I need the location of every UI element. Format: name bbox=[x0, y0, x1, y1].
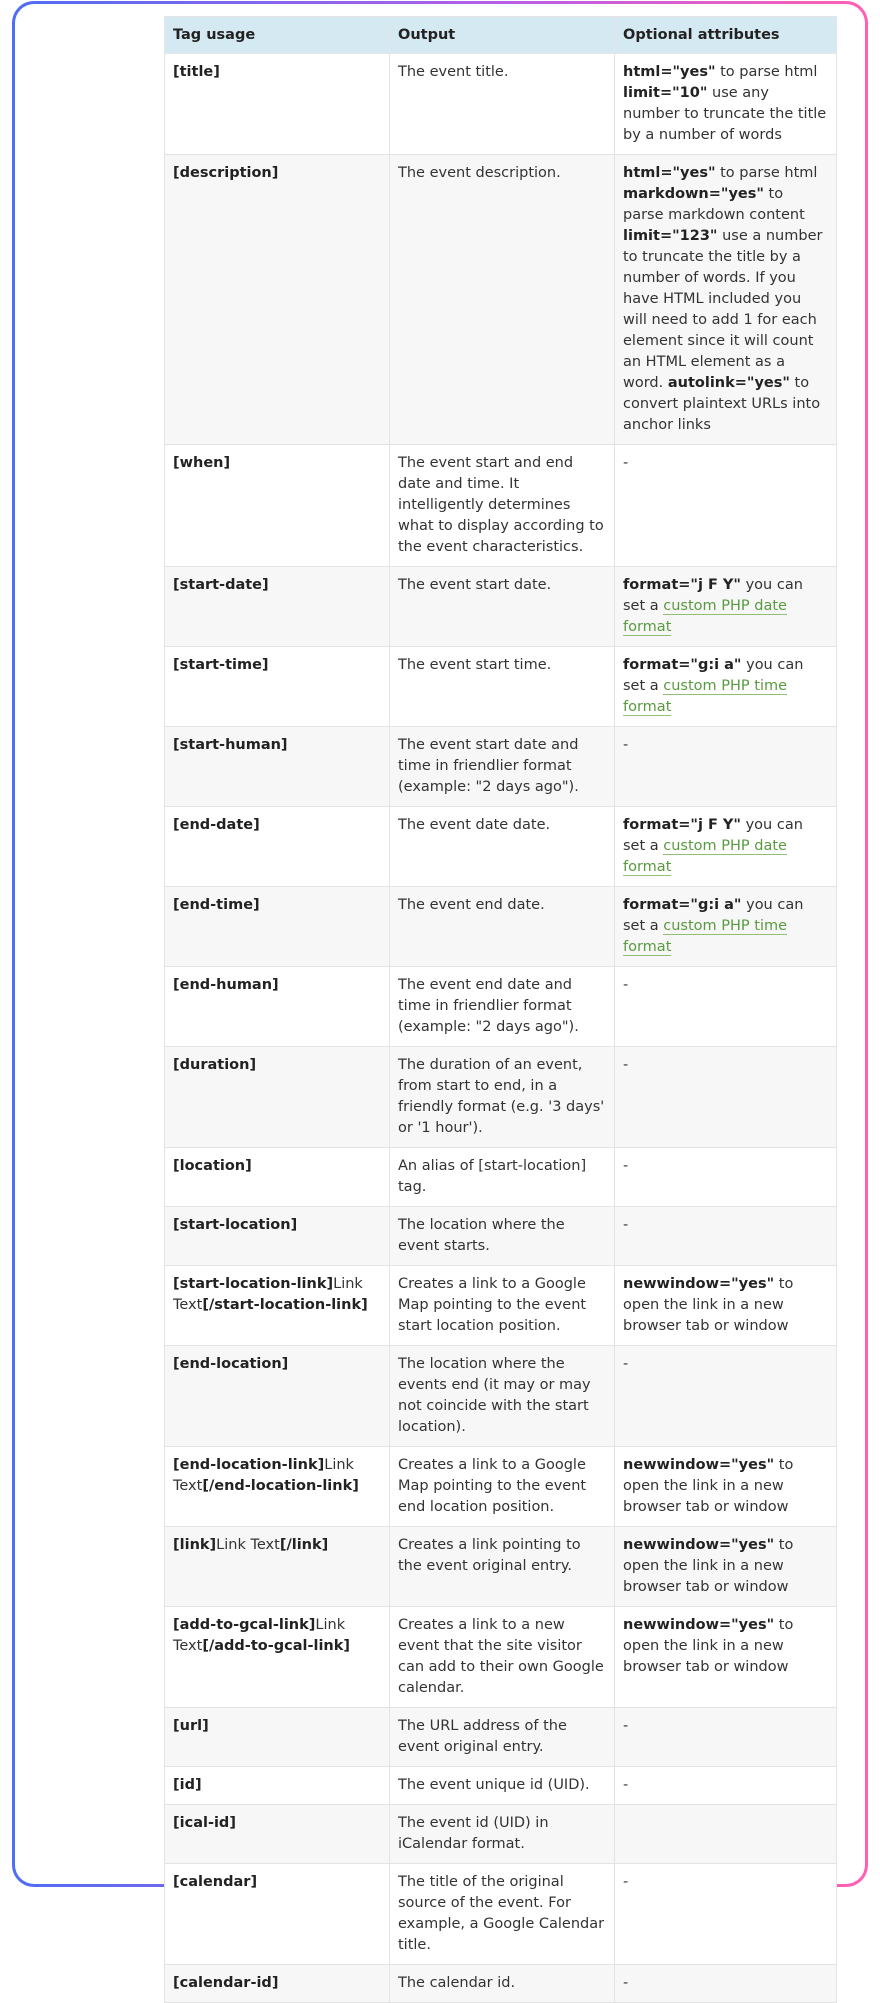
tag-cell bbox=[165, 567, 390, 647]
tag-name: [end-date] bbox=[173, 817, 260, 833]
output-cell: The URL address of the event original entry. bbox=[390, 1708, 615, 1767]
attributes-cell bbox=[615, 1148, 837, 1207]
output-cell: The event start date. bbox=[390, 567, 615, 647]
tag-name: [title] bbox=[173, 64, 220, 80]
output-cell: The duration of an event, from start to end, in a friendly format (e.g. '3 days' or '1 hour'). bbox=[390, 1047, 615, 1148]
attribute-text: you can set a bbox=[623, 577, 803, 614]
php-format-link[interactable]: custom PHP date format bbox=[623, 838, 787, 875]
attribute-text: to convert plaintext URLs into anchor links bbox=[623, 375, 821, 433]
attribute-code: [add-to-gcal-link] bbox=[173, 1617, 316, 1633]
table-row bbox=[165, 1607, 837, 1708]
attribute-text: to open the link in a new browser tab or window bbox=[623, 1457, 794, 1515]
attribute-text: - bbox=[623, 1718, 629, 1734]
attribute-text: - bbox=[623, 1777, 629, 1793]
attribute-text: Link Text bbox=[173, 1617, 346, 1654]
tag-cell bbox=[165, 1047, 390, 1148]
header-optional-attributes: Optional attributes bbox=[615, 17, 837, 54]
tag-name: [start-date] bbox=[173, 577, 269, 593]
attribute-text: - bbox=[623, 1356, 629, 1372]
attribute-code: [/link] bbox=[279, 1537, 329, 1553]
attributes-cell bbox=[615, 1346, 837, 1447]
output-cell: The location where the events end (it may or may not coincide with the start location). bbox=[390, 1346, 615, 1447]
table-row bbox=[165, 1148, 837, 1207]
tag-cell bbox=[165, 1148, 390, 1207]
attribute-code: html="yes" bbox=[623, 64, 716, 80]
attributes-cell bbox=[615, 1607, 837, 1708]
attribute-code: newwindow="yes" bbox=[623, 1537, 775, 1553]
attribute-code: newwindow="yes" bbox=[623, 1617, 775, 1633]
attributes-cell bbox=[615, 1447, 837, 1527]
attributes-cell bbox=[615, 567, 837, 647]
attribute-text: - bbox=[623, 1874, 629, 1890]
attributes-cell bbox=[615, 647, 837, 727]
attribute-code: format="g:i a" bbox=[623, 897, 742, 913]
attributes-cell bbox=[615, 1965, 837, 2003]
tag-name: [end-location] bbox=[173, 1356, 289, 1372]
table-row bbox=[165, 887, 837, 967]
tag-cell bbox=[165, 1965, 390, 2003]
table-row bbox=[165, 1805, 837, 1864]
table-row bbox=[165, 1346, 837, 1447]
attribute-text: you can set a bbox=[623, 817, 803, 854]
table-row bbox=[165, 1767, 837, 1805]
php-format-link[interactable]: custom PHP time format bbox=[623, 678, 788, 715]
tag-cell bbox=[165, 1266, 390, 1346]
output-cell: The event end date and time in friendlier format (example: "2 days ago"). bbox=[390, 967, 615, 1047]
attribute-code: [start-location-link] bbox=[173, 1276, 334, 1292]
output-cell: Creates a link to a Google Map pointing to the event end location position. bbox=[390, 1447, 615, 1527]
attribute-text: use a number to truncate the title by a number of words. If you have HTML included you will need to add 1 for each element since it will count an HTML element as a word. bbox=[623, 228, 823, 391]
attributes-cell bbox=[615, 1864, 837, 1965]
attribute-code: [end-location-link] bbox=[173, 1457, 325, 1473]
table-row bbox=[165, 1527, 837, 1607]
attribute-text: Link Text bbox=[173, 1276, 363, 1313]
tag-cell bbox=[165, 1805, 390, 1864]
attribute-text: - bbox=[623, 1217, 629, 1233]
tag-name: [when] bbox=[173, 455, 231, 471]
tag-cell bbox=[165, 1346, 390, 1447]
attribute-text: Link Text bbox=[216, 1537, 280, 1553]
tag-cell bbox=[165, 1767, 390, 1805]
attribute-code: format="j F Y" bbox=[623, 817, 741, 833]
tag-cell bbox=[165, 1207, 390, 1266]
table-row bbox=[165, 1447, 837, 1527]
output-cell: Creates a link to a new event that the site visitor can add to their own Google calendar. bbox=[390, 1607, 615, 1708]
table-row bbox=[165, 1266, 837, 1346]
output-cell: The event start and end date and time. It intelligently determines what to display according to the event characteristics. bbox=[390, 445, 615, 567]
table-header-row bbox=[165, 17, 837, 54]
output-cell: Creates a link pointing to the event original entry. bbox=[390, 1527, 615, 1607]
tag-cell bbox=[165, 727, 390, 807]
attributes-cell bbox=[615, 445, 837, 567]
output-cell: The event date date. bbox=[390, 807, 615, 887]
attribute-code: format="j F Y" bbox=[623, 577, 741, 593]
output-cell: The event description. bbox=[390, 155, 615, 445]
attribute-text: - bbox=[623, 977, 629, 993]
output-cell: The location where the event starts. bbox=[390, 1207, 615, 1266]
tag-name: [ical-id] bbox=[173, 1815, 236, 1831]
attribute-text: - bbox=[623, 455, 629, 471]
attributes-cell bbox=[615, 967, 837, 1047]
output-cell: The calendar id. bbox=[390, 1965, 615, 2003]
attributes-cell bbox=[615, 807, 837, 887]
attribute-code: [/add-to-gcal-link] bbox=[202, 1638, 351, 1654]
tag-name: [id] bbox=[173, 1777, 202, 1793]
attributes-cell bbox=[615, 1767, 837, 1805]
output-cell: The event unique id (UID). bbox=[390, 1767, 615, 1805]
attribute-code: html="yes" bbox=[623, 165, 716, 181]
attributes-cell bbox=[615, 887, 837, 967]
attributes-cell bbox=[615, 1708, 837, 1767]
tag-name: [url] bbox=[173, 1718, 209, 1734]
table-row bbox=[165, 967, 837, 1047]
attribute-text: to parse html bbox=[715, 64, 818, 80]
attribute-code: newwindow="yes" bbox=[623, 1457, 775, 1473]
attribute-code: markdown="yes" bbox=[623, 186, 764, 202]
attributes-cell bbox=[615, 727, 837, 807]
tag-name: [duration] bbox=[173, 1057, 257, 1073]
php-format-link[interactable]: custom PHP time format bbox=[623, 918, 788, 955]
output-cell: The title of the original source of the event. For example, a Google Calendar title. bbox=[390, 1864, 615, 1965]
attribute-text: use any number to truncate the title by a number of words bbox=[623, 85, 827, 143]
tag-cell bbox=[165, 1864, 390, 1965]
output-cell: The event title. bbox=[390, 54, 615, 155]
attribute-code: autolink="yes" bbox=[667, 375, 790, 391]
tag-cell bbox=[165, 967, 390, 1047]
attribute-text: to open the link in a new browser tab or window bbox=[623, 1276, 794, 1334]
output-cell: The event start time. bbox=[390, 647, 615, 727]
attribute-text: - bbox=[623, 1057, 629, 1073]
attribute-code: [/start-location-link] bbox=[202, 1297, 368, 1313]
tag-cell bbox=[165, 1447, 390, 1527]
tag-name: [location] bbox=[173, 1158, 252, 1174]
table-row bbox=[165, 647, 837, 727]
attribute-text: - bbox=[623, 737, 629, 753]
table-row bbox=[165, 567, 837, 647]
table-row bbox=[165, 1708, 837, 1767]
attribute-text: - bbox=[623, 1158, 629, 1174]
output-cell: The event id (UID) in iCalendar format. bbox=[390, 1805, 615, 1864]
tag-cell bbox=[165, 445, 390, 567]
attributes-cell bbox=[615, 54, 837, 155]
table-row bbox=[165, 54, 837, 155]
attribute-text: Link Text bbox=[173, 1457, 354, 1494]
attribute-text: - bbox=[623, 1975, 629, 1991]
header-tag-usage: Tag usage bbox=[165, 17, 390, 54]
attribute-code: [/end-location-link] bbox=[202, 1478, 359, 1494]
attribute-code: limit="123" bbox=[623, 228, 718, 244]
output-cell: An alias of [start-location] tag. bbox=[390, 1148, 615, 1207]
attribute-text: to parse markdown content bbox=[623, 186, 805, 223]
output-cell: The event end date. bbox=[390, 887, 615, 967]
attributes-cell bbox=[615, 1207, 837, 1266]
tag-name: [start-location] bbox=[173, 1217, 298, 1233]
attribute-text: you can set a bbox=[623, 897, 804, 934]
attributes-cell bbox=[615, 1266, 837, 1346]
attribute-code: newwindow="yes" bbox=[623, 1276, 775, 1292]
table-row bbox=[165, 1864, 837, 1965]
tag-name: [start-time] bbox=[173, 657, 269, 673]
table-body bbox=[165, 54, 837, 2003]
attributes-cell bbox=[615, 1527, 837, 1607]
table-row bbox=[165, 1207, 837, 1266]
php-format-link[interactable]: custom PHP date format bbox=[623, 598, 787, 635]
attribute-text: to parse html bbox=[715, 165, 818, 181]
tag-cell bbox=[165, 1708, 390, 1767]
tag-cell bbox=[165, 1607, 390, 1708]
tag-cell bbox=[165, 54, 390, 155]
tag-name: [calendar] bbox=[173, 1874, 258, 1890]
output-cell: Creates a link to a Google Map pointing to the event start location position. bbox=[390, 1266, 615, 1346]
attributes-cell bbox=[615, 155, 837, 445]
tag-cell bbox=[165, 647, 390, 727]
tag-name: [description] bbox=[173, 165, 279, 181]
tag-cell bbox=[165, 1527, 390, 1607]
tag-name: [calendar-id] bbox=[173, 1975, 279, 1991]
table-row bbox=[165, 1965, 837, 2003]
tag-name: [start-human] bbox=[173, 737, 288, 753]
attributes-cell bbox=[615, 1805, 837, 1864]
attribute-code: limit="10" bbox=[623, 85, 708, 101]
table-row bbox=[165, 155, 837, 445]
tag-name: [end-time] bbox=[173, 897, 260, 913]
table-row bbox=[165, 727, 837, 807]
tag-cell bbox=[165, 807, 390, 887]
attribute-code: [link] bbox=[173, 1537, 217, 1553]
tag-name: [end-human] bbox=[173, 977, 279, 993]
header-output: Output bbox=[390, 17, 615, 54]
tag-cell bbox=[165, 155, 390, 445]
tag-cell bbox=[165, 887, 390, 967]
output-cell: The event start date and time in friendlier format (example: "2 days ago"). bbox=[390, 727, 615, 807]
table-row bbox=[165, 807, 837, 887]
shortcode-tags-table bbox=[164, 16, 837, 2003]
attribute-text: you can set a bbox=[623, 657, 804, 694]
attributes-cell bbox=[615, 1047, 837, 1148]
table-row bbox=[165, 445, 837, 567]
attribute-text: to open the link in a new browser tab or window bbox=[623, 1617, 794, 1675]
attribute-text: to open the link in a new browser tab or window bbox=[623, 1537, 794, 1595]
attribute-code: format="g:i a" bbox=[623, 657, 742, 673]
table-row bbox=[165, 1047, 837, 1148]
